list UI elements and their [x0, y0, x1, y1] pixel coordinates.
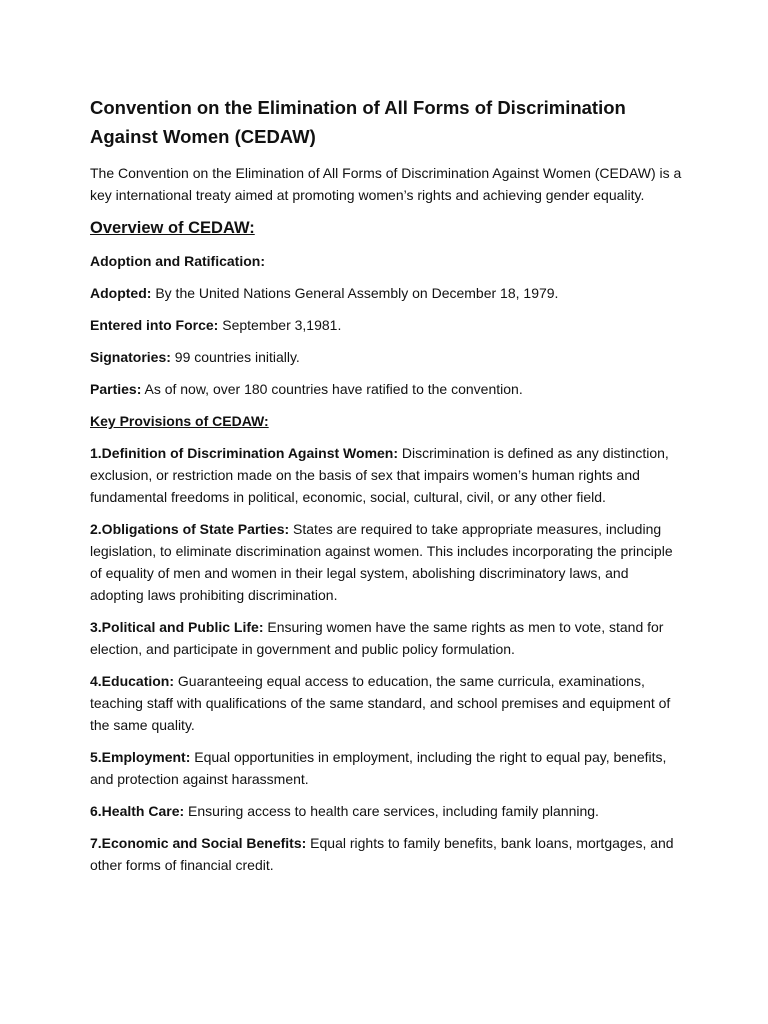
provision-text: States are required to take appropriate measures, including legislation, to eliminate discrimination against women. This includes incorporating the principle of equality of men and women in their legal system, abolishing discriminatory laws, and adopting laws prohibiting discrimination. — [90, 521, 673, 603]
adoption-item-text: By the United Nations General Assembly on December 18, 1979. — [151, 285, 559, 301]
provision-education — [90, 670, 682, 736]
provision-political-life — [90, 616, 682, 660]
intro-paragraph: The Convention on the Elimination of All Forms of Discrimination Against Women (CEDAW) is a key international treaty aimed at promoting women’s rights and achieving gender equality. — [90, 165, 682, 203]
provision-label: 6.Health Care: — [90, 803, 185, 819]
provision-text: Discrimination is defined as any distinction, exclusion, or restriction made on the basis of sex that impairs women’s human rights and fundamental freedoms in political, economic, social, cultural, civil, or any other field. — [90, 445, 669, 505]
adoption-item-text: 99 countries initially. — [170, 349, 300, 365]
adoption-item-parties — [90, 378, 682, 400]
provision-text: Ensuring access to health care services, including family planning. — [184, 803, 599, 819]
provision-text: Ensuring women have the same rights as men to vote, stand for election, and participate in government and public policy formulation. — [90, 619, 664, 657]
adoption-item-signatories — [90, 346, 682, 368]
provision-health-care — [90, 800, 682, 822]
adoption-item-text: September 3,1981. — [218, 317, 342, 333]
provision-text: Guaranteeing equal access to education, the same curricula, examinations, teaching staff with qualifications of the same standard, and school premises and equipment of the same quality. — [90, 673, 671, 733]
provision-text: Equal rights to family benefits, bank loans, mortgages, and other forms of financial credit. — [90, 835, 674, 873]
overview-heading: Overview of CEDAW: — [90, 219, 255, 237]
provision-label: 3.Political and Public Life: — [90, 619, 264, 635]
provision-label: 2.Obligations of State Parties: — [90, 521, 290, 537]
provision-label: 5.Employment: — [90, 749, 191, 765]
provision-definition — [90, 442, 682, 508]
provision-economic-social-benefits — [90, 832, 682, 876]
provision-text: Equal opportunities in employment, including the right to equal pay, benefits, and protection against harassment. — [90, 749, 667, 787]
provision-employment — [90, 746, 682, 790]
adoption-item-label: Entered into Force: — [90, 317, 219, 333]
adoption-item-entered-into-force — [90, 314, 682, 336]
provision-label: 1.Definition of Discrimination Against Women: — [90, 445, 399, 461]
adoption-item-label: Signatories: — [90, 349, 171, 365]
adoption-item-label: Parties: — [90, 381, 142, 397]
provision-label: 4.Education: — [90, 673, 175, 689]
adoption-item-label: Adopted: — [90, 285, 152, 301]
provisions-heading: Key Provisions of CEDAW: — [90, 413, 269, 429]
adoption-item-text: As of now, over 180 countries have ratified to the convention. — [141, 381, 523, 397]
provision-label: 7.Economic and Social Benefits: — [90, 835, 307, 851]
adoption-item-adopted — [90, 282, 682, 304]
document-title: Convention on the Elimination of All Forms of Discrimination Against Women (CEDAW) — [90, 97, 626, 147]
adoption-heading: Adoption and Ratification: — [90, 253, 265, 269]
provision-obligations — [90, 518, 682, 606]
